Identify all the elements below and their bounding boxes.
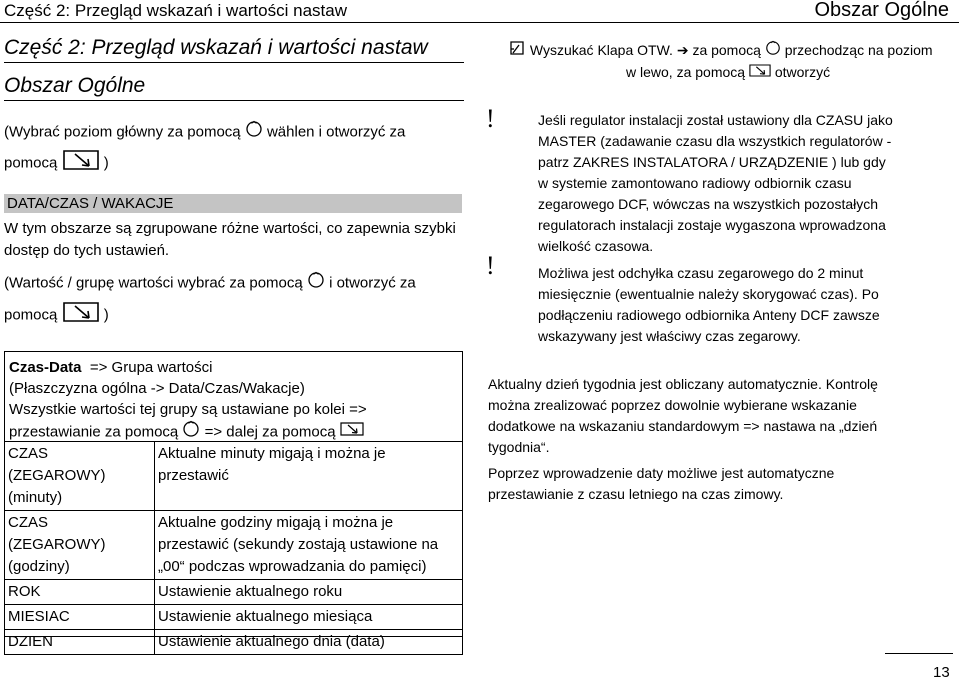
group-line-3: Wszystkie wartości tej grupy są ustawiane po kolei => — [9, 401, 367, 418]
table-row — [5, 580, 463, 605]
note-time-deviation: Możliwa jest odchyłka czasu zegarowego do 2 minut miesięcznie (ewentualnie należy skorygować czas). Po podłączeniu radiowego odbiornika Anteny DCF zawsze wskazywany jest właściwy czas zegarowy. — [538, 265, 880, 344]
select-line-1: (Wartość / grupę wartości wybrać za pomocą i otworzyć za — [4, 271, 416, 296]
value-name-cell: CZAS (ZEGAROWY) (godziny) — [5, 511, 155, 580]
group-line-4: przestawianie za pomocą => dalej za pomocą — [9, 420, 364, 445]
header-rule — [0, 22, 959, 23]
rotary-knob-icon — [307, 271, 325, 296]
subtitle-underline — [4, 100, 464, 101]
page-number-rule — [885, 653, 953, 654]
section-heading-bar: DATA/CZAS / WAKACJE — [4, 194, 462, 213]
table-row — [5, 630, 463, 655]
weekday-paragraph: Aktualny dzień tygodnia jest obliczany automatycznie. Kontrolę można zrealizować poprzez dowolnie wybierane wskazanie dodatkowe na wskazaniu standardowym => nastawa na „dzień tygodnia“. — [488, 376, 878, 455]
value-name-cell: CZAS (ZEGAROWY) (minuty) — [5, 442, 155, 511]
page-number: 13 — [933, 664, 950, 681]
value-desc-cell: Ustawienie aktualnego roku — [155, 580, 463, 605]
note-master-time: Jeśli regulator instalacji został ustawiony dla CZASU jako MASTER (zadawanie czasu dla wszystkich regulatorów - patrz ZAKRES INSTALATORA / URZĄDZENIE ) lub gdy w systemie zamontowano radiowy odbiornik czasu zegarowego DCF, wówczas na wszystkich pozostałych regulatorach instalacji zostaje wygaszona wprowadzona wielkość czasowa. — [538, 112, 893, 254]
group-path: (Płaszczyzna ogólna -> Data/Czas/Wakacje) — [9, 380, 305, 397]
rotary-knob-icon — [765, 40, 781, 62]
page-title: Część 2: Przegląd wskazań i wartości nastaw — [4, 36, 428, 59]
title-underline — [4, 62, 464, 63]
table-row — [5, 605, 463, 630]
nav-hint-line-1: Wyszukać Klapa OTW. ➔ za pomocą przechodząc na poziom — [508, 40, 933, 62]
group-name-line: Czas-Data => Grupa wartości — [9, 359, 213, 376]
value-desc-cell: Aktualne godziny migają i można je przestawić (sekundy zostają ustawione na „00“ podczas wprowadzania do pamięci) — [155, 511, 463, 580]
open-flap-icon — [62, 148, 100, 179]
running-header-left: Część 2: Przegląd wskazań i wartości nastaw — [4, 1, 347, 20]
open-flap-icon — [749, 63, 771, 84]
nav-hint-line-2: w lewo, za pomocą otworzyć — [626, 62, 830, 84]
arrow-right-icon: ➔ — [676, 42, 689, 58]
intro-line-2: pomocą ) — [4, 148, 109, 179]
table-row — [5, 442, 463, 511]
table-row — [5, 511, 463, 580]
select-line-2: pomocą ) — [4, 300, 109, 331]
search-flap-icon — [508, 40, 526, 62]
open-flap-icon — [62, 300, 100, 331]
section-description: W tym obszarze są zgrupowane różne wartości, co zapewnia szybki dostęp do tych ustawień. — [4, 220, 456, 259]
section-title: Obszar Ogólne — [4, 74, 146, 97]
value-name-cell: MIESIAC — [5, 605, 155, 630]
value-desc-cell: Ustawienie aktualnego dnia (data) — [155, 630, 463, 655]
value-name-cell: ROK — [5, 580, 155, 605]
value-desc-cell: Aktualne minuty migają i można je przestawić — [155, 442, 463, 511]
value-name-cell: DZIEN — [5, 630, 155, 655]
value-desc-cell: Ustawienie aktualnego miesiąca — [155, 605, 463, 630]
values-table — [4, 441, 463, 655]
rotary-knob-icon — [245, 120, 263, 145]
warning-mark: ! — [486, 251, 495, 280]
running-header-right: Obszar Ogólne — [814, 0, 949, 21]
warning-mark: ! — [486, 104, 495, 133]
dst-paragraph: Poprzez wprowadzenie daty możliwe jest automatyczne przestawianie z czasu letniego na czas zimowy. — [488, 465, 835, 502]
intro-line-1: (Wybrać poziom główny za pomocą wählen i otworzyć za — [4, 120, 405, 145]
